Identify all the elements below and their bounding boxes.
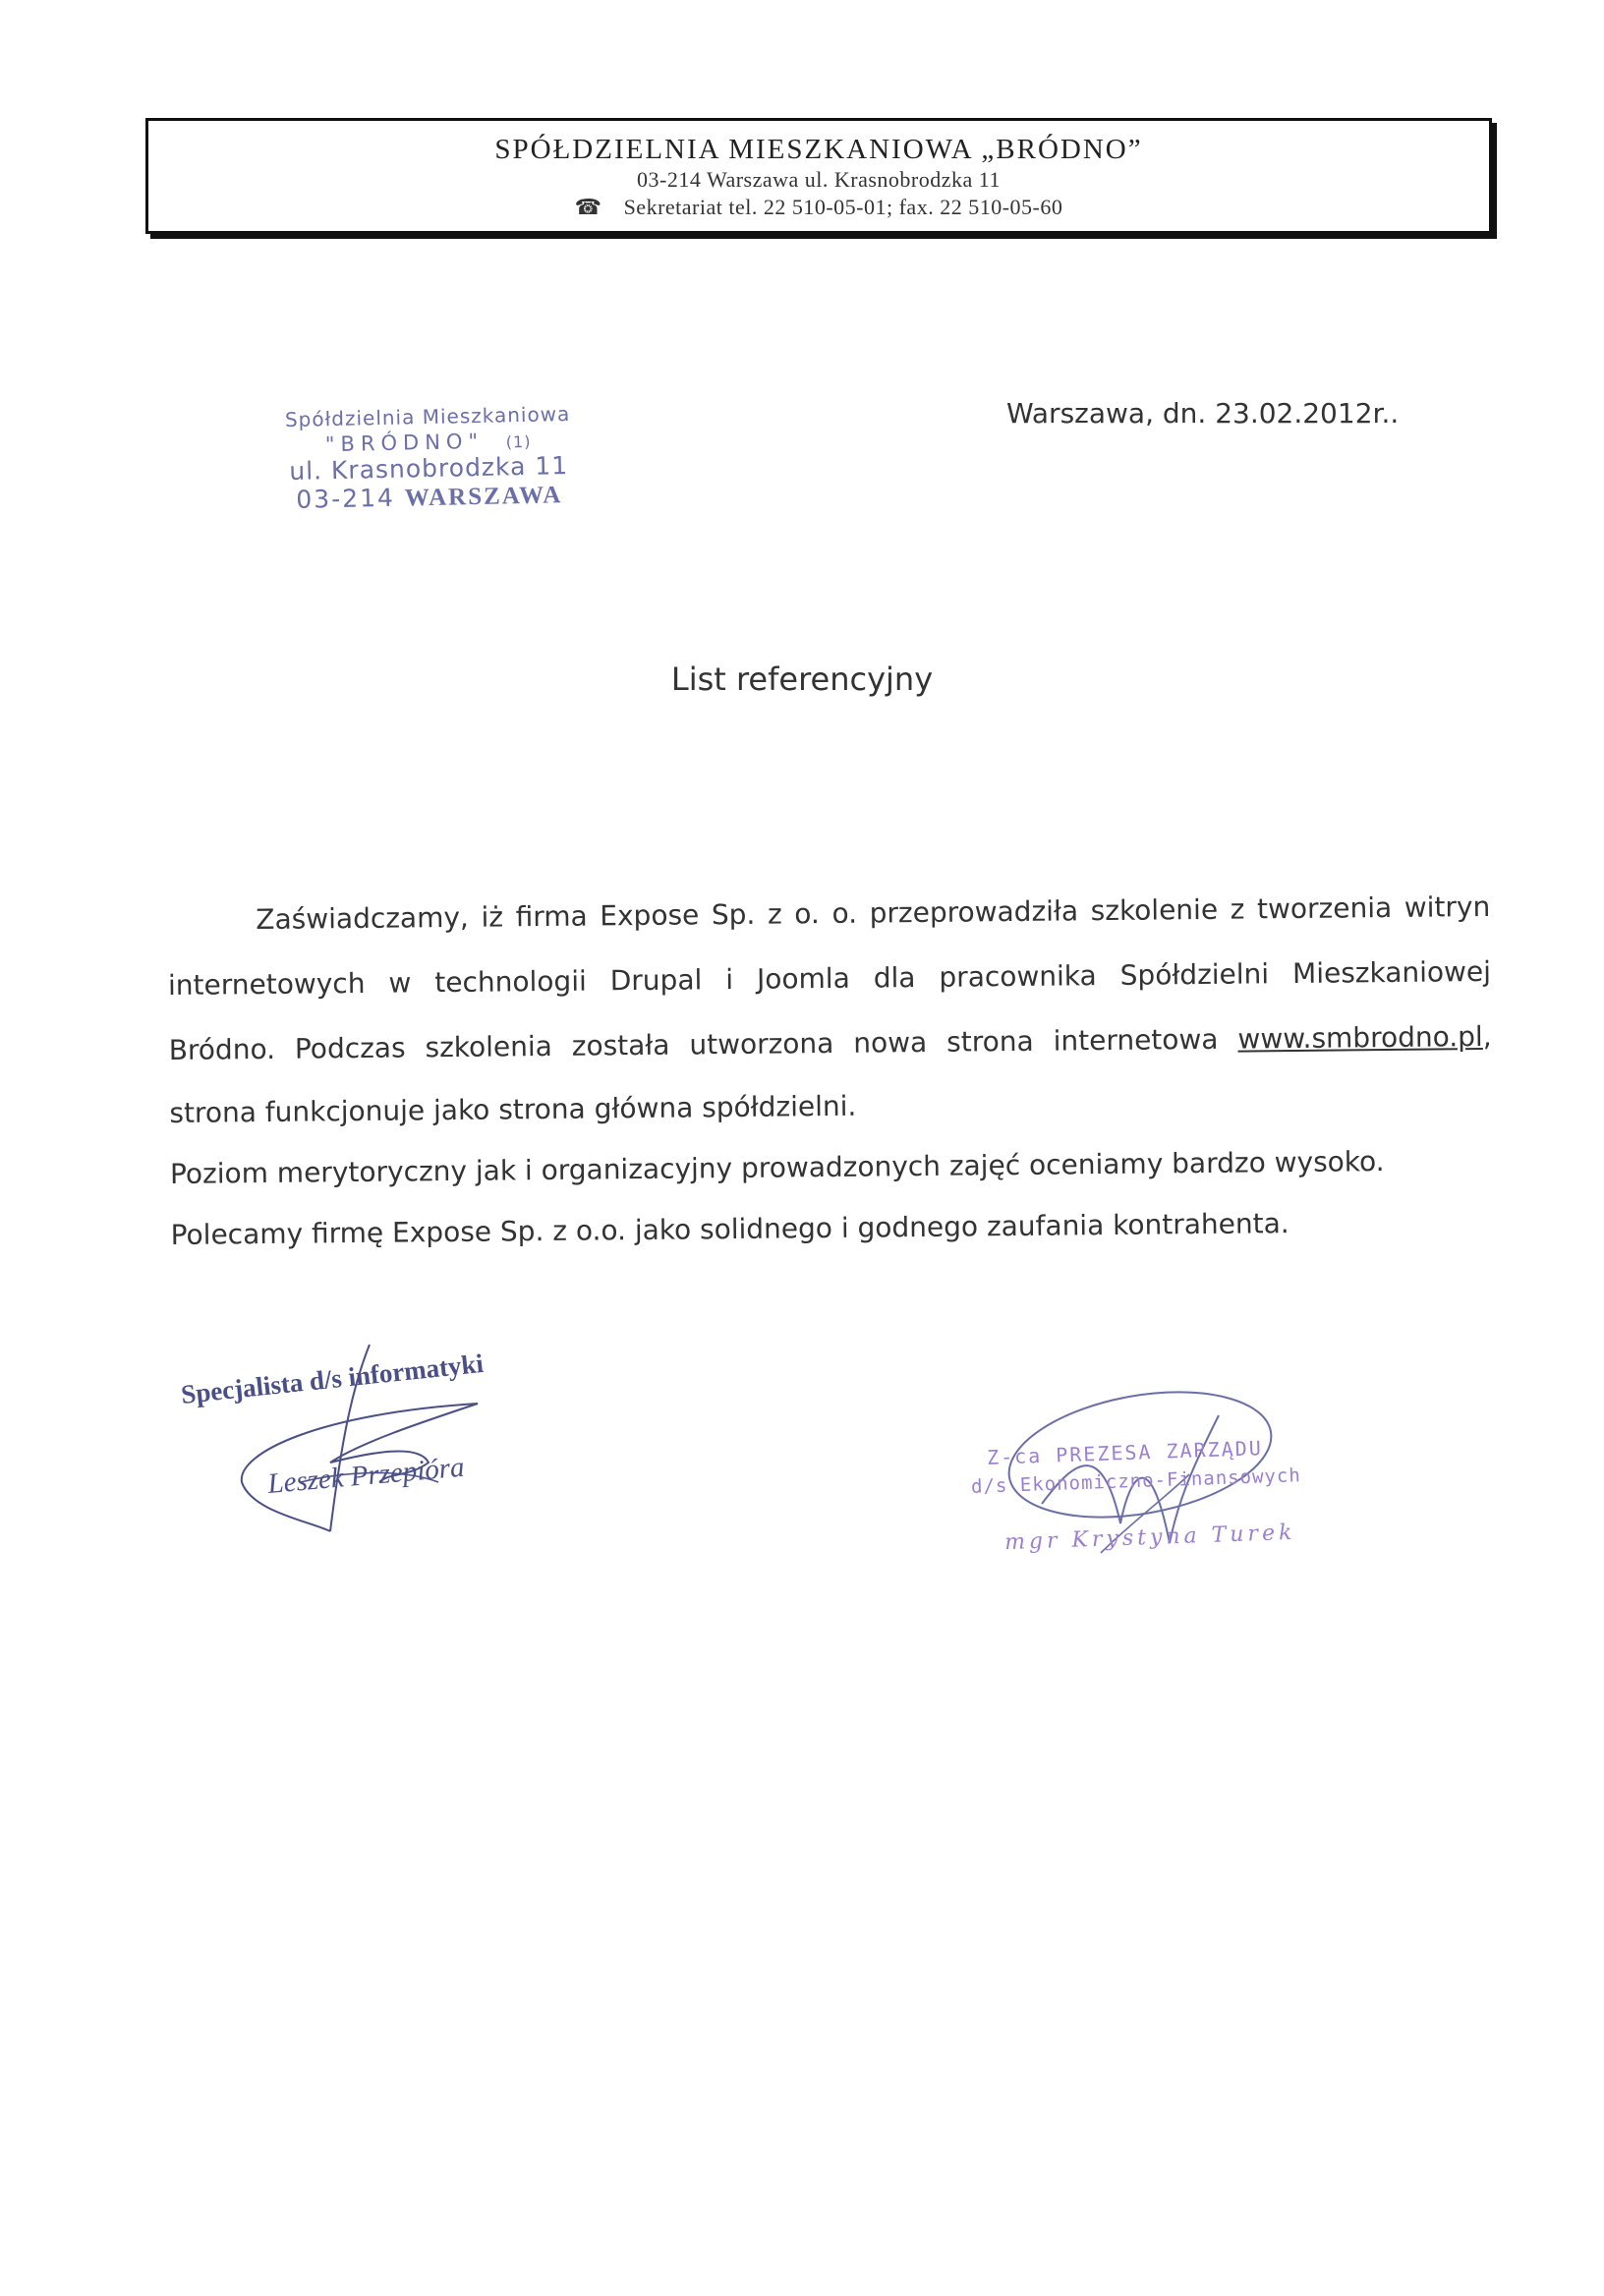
- signatory-name: Leszek Przepióra: [266, 1451, 466, 1501]
- letterhead: [145, 118, 1492, 234]
- body-paragraph-3: Polecamy firmę Expose Sp. z o.o. jako solidnego i godnego zaufania kontrahenta.: [170, 1207, 1289, 1251]
- telephone-icon: ☎: [574, 195, 602, 219]
- stamp-line-1: Spółdzielnia Mieszkaniowa: [284, 401, 571, 432]
- body-paragraph-2: Poziom merytoryczny jak i organizacyjny prowadzonych zajęć oceniamy bardzo wysoko.: [169, 1145, 1385, 1190]
- body-line: internetowych w technologii Drupal i Joomla dla pracownika Spółdzielni Mieszkaniowej: [167, 954, 1492, 1002]
- stamp-city: WARSZAWA: [404, 482, 563, 512]
- website-link[interactable]: www.smbrodno.pl: [1237, 1019, 1483, 1056]
- signatory-role: Specjalista d/s informatyki: [179, 1348, 486, 1410]
- letter-heading: List referencyjny: [670, 660, 934, 698]
- letterhead-contact: Sekretariat tel. 22 510-05-01; fax. 22 510-05-60: [623, 195, 1063, 219]
- body-line: Zaświadczamy, iż firma Expose Sp. z o. o. przeprowadziła szkolenie z tworzenia witryn: [256, 890, 1491, 937]
- letter-body: [167, 875, 1494, 1266]
- official-stamp-line-2: d/s Ekonomiczno-Finansowych: [970, 1464, 1302, 1498]
- signature-left: [179, 1348, 596, 1549]
- stamp-line-3: ul. Krasnobrodzka 11: [289, 451, 569, 486]
- body-text: Bródno. Podczas szkolenia została utworzona nowa strona internetowa: [168, 1022, 1219, 1066]
- body-text: ,: [1482, 1019, 1492, 1053]
- stamp-number: (1): [505, 431, 532, 452]
- address-stamp: [231, 401, 626, 516]
- letterhead-address: 03-214 Warszawa ul. Krasnobrodzka 11: [637, 167, 1001, 192]
- body-line: [168, 1004, 1492, 1083]
- letter-date: Warszawa, dn. 23.02.2012r..: [1006, 397, 1400, 430]
- signature-right: [963, 1376, 1337, 1592]
- letterhead-contact-row: [148, 194, 1489, 221]
- official-stamp-line-3: mgr Krystyna Turek: [1003, 1520, 1296, 1556]
- stamp-postcode: 03-214: [296, 483, 396, 514]
- official-stamp-line-1: Z-ca PREZESA ZARZĄDU: [986, 1436, 1264, 1469]
- body-line: strona funkcjonuje jako strona główna spółdzielni.: [169, 1089, 857, 1129]
- stamp-name: "BRÓDNO": [324, 429, 485, 457]
- letterhead-title: SPÓŁDZIELNIA MIESZKANIOWA „BRÓDNO”: [494, 134, 1143, 165]
